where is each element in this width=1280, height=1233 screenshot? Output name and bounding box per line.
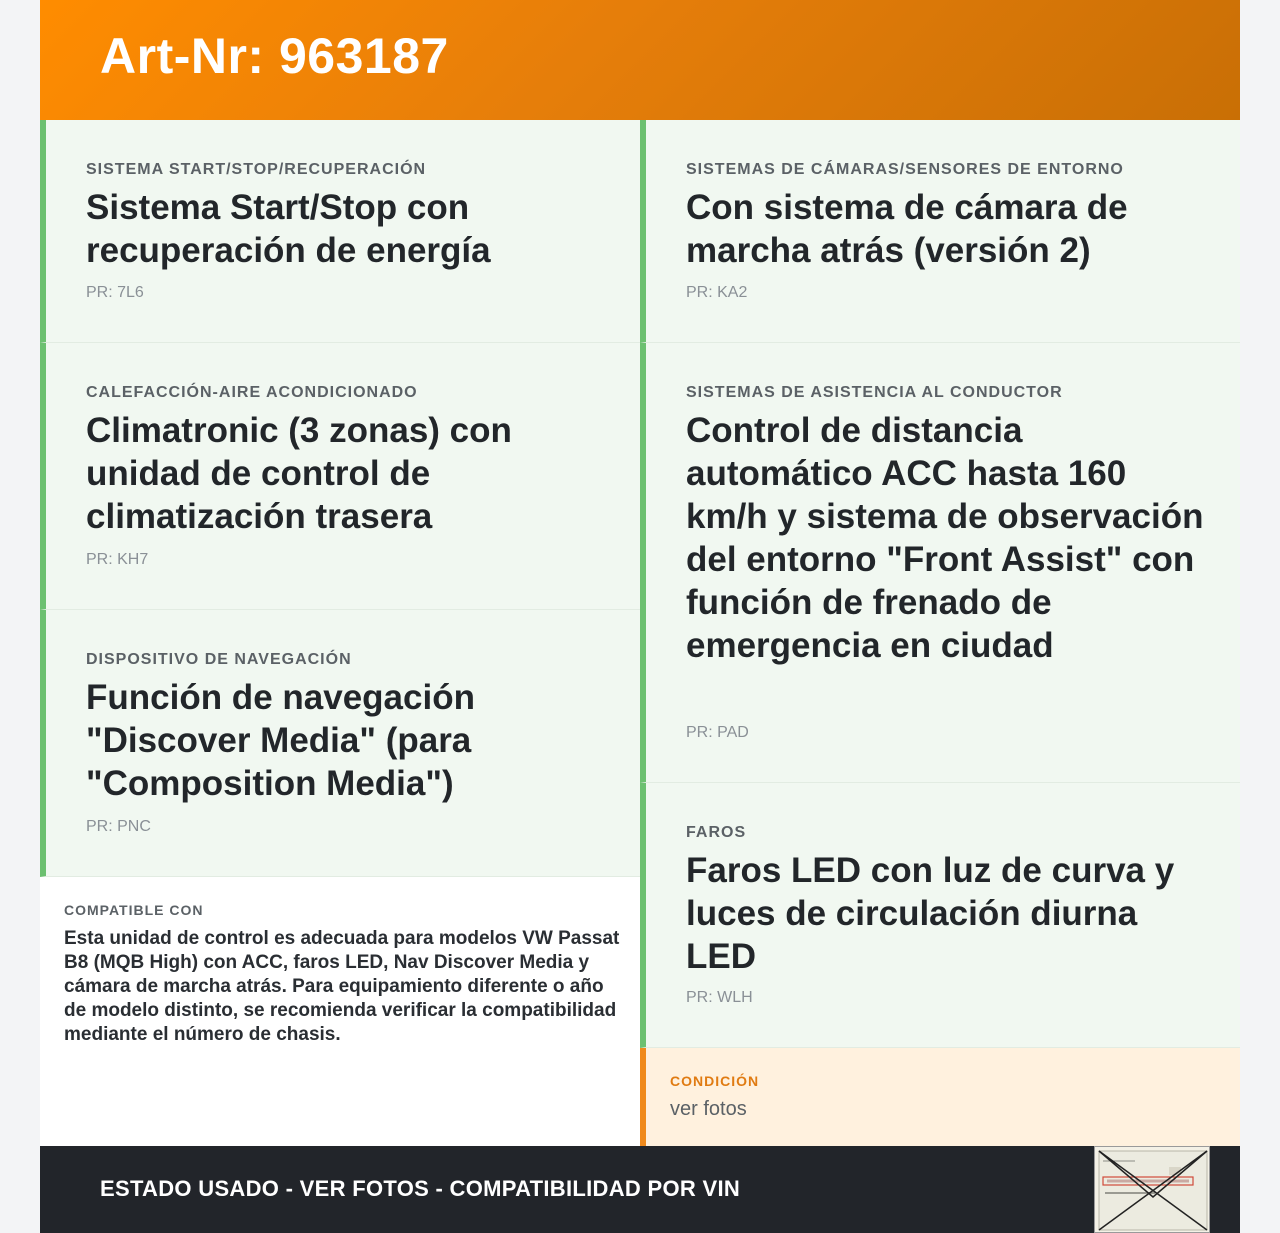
label-photo-thumbnail[interactable]: [1094, 1146, 1210, 1233]
feature-category: SISTEMAS DE CÁMARAS/SENSORES DE ENTORNO: [686, 161, 1124, 178]
compatibility-label: COMPATIBLE CON: [64, 902, 204, 918]
condition-box: [640, 1048, 1240, 1146]
feature-pr-code: PR: PAD: [686, 724, 749, 741]
feature-card: [40, 120, 640, 343]
feature-card: [640, 783, 1240, 1048]
condition-value: ver fotos: [670, 1098, 747, 1120]
feature-title: Función de navegación "Discover Media" (para "Composition Media"): [86, 678, 475, 803]
feature-title: Climatronic (3 zonas) con unidad de control de climatización trasera: [86, 411, 512, 536]
feature-pr-code: PR: WLH: [686, 989, 753, 1006]
feature-category: SISTEMA START/STOP/RECUPERACIÓN: [86, 161, 427, 178]
feature-title: Faros LED con luz de curva y luces de circulación diurna LED: [686, 851, 1175, 976]
page-title: Art-Nr: 963187: [100, 28, 449, 84]
feature-category: FAROS: [686, 824, 747, 841]
footer-bar: [40, 1146, 1240, 1233]
feature-title: Control de distancia automático ACC hasta 160 km/h y sistema de observación del entorno "Front Assist" con función de frenado de emergencia en ciudad: [686, 411, 1204, 665]
compatibility-text: Esta unidad de control es adecuada para modelos VW Passat B8 (MQB High) con ACC, faros LED, Nav Discover Media y cámara de marcha atrás. Para equipamiento diferente o año de modelo distinto, se recomienda verificar la compatibilidad mediante el número de chasis.: [64, 928, 620, 1045]
feature-card: [40, 610, 640, 877]
feature-title: Con sistema de cámara de marcha atrás (versión 2): [686, 188, 1128, 270]
header-banner: [40, 0, 1240, 120]
footer-text: ESTADO USADO - VER FOTOS - COMPATIBILIDAD POR VIN: [100, 1176, 741, 1201]
label-photo-icon: [1095, 1147, 1210, 1233]
feature-pr-code: PR: PNC: [86, 818, 151, 835]
feature-title: Sistema Start/Stop con recuperación de energía: [86, 188, 491, 270]
compatibility-box: [40, 877, 640, 1146]
feature-pr-code: PR: KA2: [686, 284, 748, 301]
feature-category: SISTEMAS DE ASISTENCIA AL CONDUCTOR: [686, 384, 1063, 401]
feature-category: CALEFACCIÓN-AIRE ACONDICIONADO: [86, 384, 418, 401]
condition-label: CONDICIÓN: [670, 1073, 760, 1089]
product-page: [40, 0, 1240, 1233]
feature-card: [640, 120, 1240, 343]
feature-category: DISPOSITIVO DE NAVEGACIÓN: [86, 651, 352, 668]
feature-card: [640, 343, 1240, 783]
feature-pr-code: PR: 7L6: [86, 284, 144, 301]
feature-card: [40, 343, 640, 610]
feature-pr-code: PR: KH7: [86, 551, 149, 568]
